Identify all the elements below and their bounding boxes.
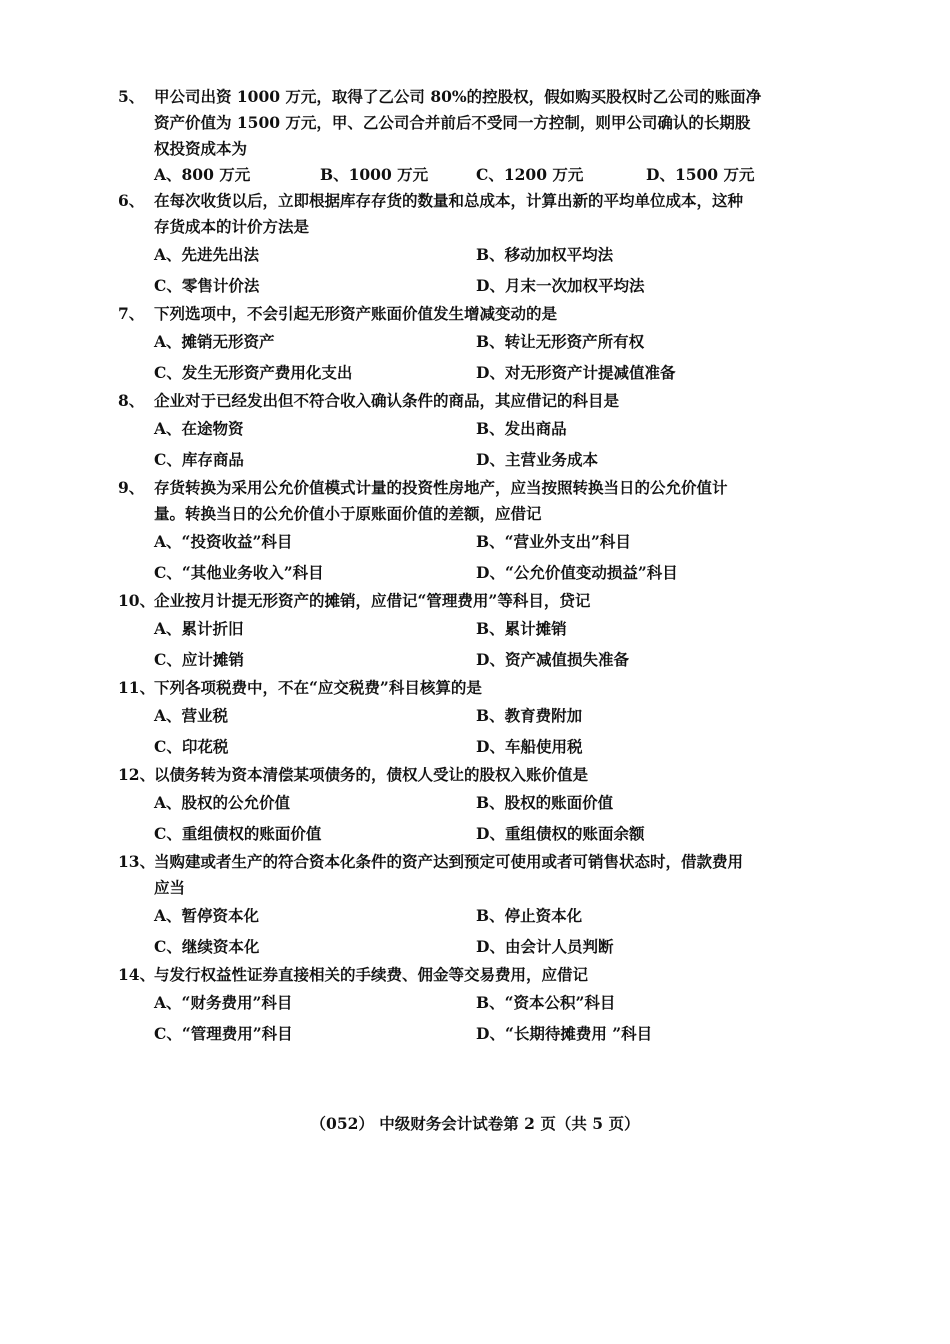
option-b: B、教育费附加	[476, 706, 583, 725]
question-text: 与发行权益性证券直接相关的手续费、佣金等交易费用，应借记	[154, 965, 589, 984]
question-number: 14、	[118, 965, 156, 984]
option-a: A、营业税	[154, 706, 229, 725]
option-b: B、累计摊销	[476, 619, 567, 638]
option-d: D、由会计人员判断	[476, 936, 614, 956]
option-d: D、1500 万元	[646, 165, 755, 184]
option-a: A、累计折旧	[154, 619, 244, 638]
option-c: C、继续资本化	[154, 936, 260, 956]
question-text: 当购建或者生产的符合资本化条件的资产达到预定可使用或者可销售状态时，借款费用	[154, 852, 744, 871]
option-b: B、转让无形资产所有权	[476, 332, 645, 351]
option-b: B、移动加权平均法	[476, 245, 614, 264]
option-a: A、暂停资本化	[154, 906, 260, 925]
option-d: D、月末一次加权平均法	[476, 275, 645, 295]
question-11	[118, 675, 838, 762]
option-a: A、摊销无形资产	[154, 332, 275, 351]
option-d: D、“长期待摊费用 ”科目	[476, 1023, 653, 1043]
option-c: C、“其他业务收入”科目	[154, 562, 324, 582]
page-footer: （052） 中级财务会计试卷第 2 页（共 5 页）	[310, 1114, 640, 1133]
question-text: 存货转换为采用公允价值模式计量的投资性房地产，应当按照转换当日的公允价值计	[154, 478, 728, 497]
option-a: A、800 万元	[154, 165, 251, 184]
question-6	[118, 188, 838, 301]
question-text-cont: 量。转换当日的公允价值小于原账面价值的差额，应借记	[154, 504, 542, 523]
question-12	[118, 762, 838, 849]
question-number: 5、	[118, 87, 145, 106]
question-list	[118, 84, 838, 1049]
options-row	[118, 162, 838, 188]
option-a: A、“财务费用”科目	[154, 993, 293, 1012]
question-13	[118, 849, 838, 962]
question-number: 8、	[118, 391, 145, 410]
option-d: D、资产减值损失准备	[476, 649, 629, 669]
question-number: 10、	[118, 591, 156, 610]
option-b: B、发出商品	[476, 419, 567, 438]
question-text-cont: 应当	[154, 878, 186, 897]
question-text: 企业对于已经发出但不符合收入确认条件的商品，其应借记的科目是	[154, 391, 620, 410]
option-d: D、主营业务成本	[476, 449, 598, 469]
question-text: 企业按月计提无形资产的摊销，应借记“管理费用”等科目，贷记	[154, 591, 591, 610]
option-c: C、发生无形资产费用化支出	[154, 362, 353, 382]
option-c: C、零售计价法	[154, 275, 260, 295]
question-number: 9、	[118, 478, 145, 497]
option-c: C、1200 万元	[476, 165, 584, 184]
question-number: 6、	[118, 191, 145, 210]
question-text: 下列选项中，不会引起无形资产账面价值发生增减变动的是	[154, 304, 558, 323]
question-14	[118, 962, 838, 1049]
question-number: 11、	[118, 678, 156, 697]
question-5	[118, 84, 838, 188]
option-b: B、股权的账面价值	[476, 793, 614, 812]
question-text-cont: 资产价值为 1500 万元，甲、乙公司合并前后不受同一方控制，则甲公司确认的长期股	[154, 113, 751, 132]
option-c: C、应计摊销	[154, 649, 244, 669]
option-b: B、停止资本化	[476, 906, 583, 925]
question-text: 下列各项税费中，不在“应交税费”科目核算的是	[154, 678, 482, 697]
option-d: D、“公允价值变动损益”科目	[476, 562, 678, 582]
option-a: A、在途物资	[154, 419, 244, 438]
question-text-cont: 存货成本的计价方法是	[154, 217, 310, 236]
question-number: 7、	[118, 304, 145, 323]
option-b: B、1000 万元	[320, 165, 429, 184]
option-d: D、对无形资产计提减值准备	[476, 362, 676, 382]
option-a: A、股权的公允价值	[154, 793, 291, 812]
option-a: A、“投资收益”科目	[154, 532, 293, 551]
question-8	[118, 388, 838, 475]
option-d: D、车船使用税	[476, 736, 583, 756]
option-b: B、“资本公积”科目	[476, 993, 616, 1012]
option-c: C、“管理费用”科目	[154, 1023, 293, 1043]
question-9	[118, 475, 838, 588]
question-text-cont: 权投资成本为	[154, 139, 248, 158]
option-c: C、重组债权的账面价值	[154, 823, 322, 843]
question-number: 13、	[118, 852, 156, 871]
option-c: C、库存商品	[154, 449, 244, 469]
question-text: 甲公司出资 1000 万元，取得了乙公司 80%的控股权，假如购买股权时乙公司的账面净	[154, 87, 762, 106]
question-text: 以债务转为资本清偿某项债务的，债权人受让的股权入账价值是	[154, 765, 589, 784]
option-b: B、“营业外支出”科目	[476, 532, 631, 551]
question-text: 在每次收货以后，立即根据库存存货的数量和总成本，计算出新的平均单位成本，这种	[154, 191, 744, 210]
question-number: 12、	[118, 765, 156, 784]
question-10	[118, 588, 838, 675]
question-7	[118, 301, 838, 388]
option-a: A、先进先出法	[154, 245, 260, 264]
option-c: C、印花税	[154, 736, 229, 756]
option-d: D、重组债权的账面余额	[476, 823, 645, 843]
